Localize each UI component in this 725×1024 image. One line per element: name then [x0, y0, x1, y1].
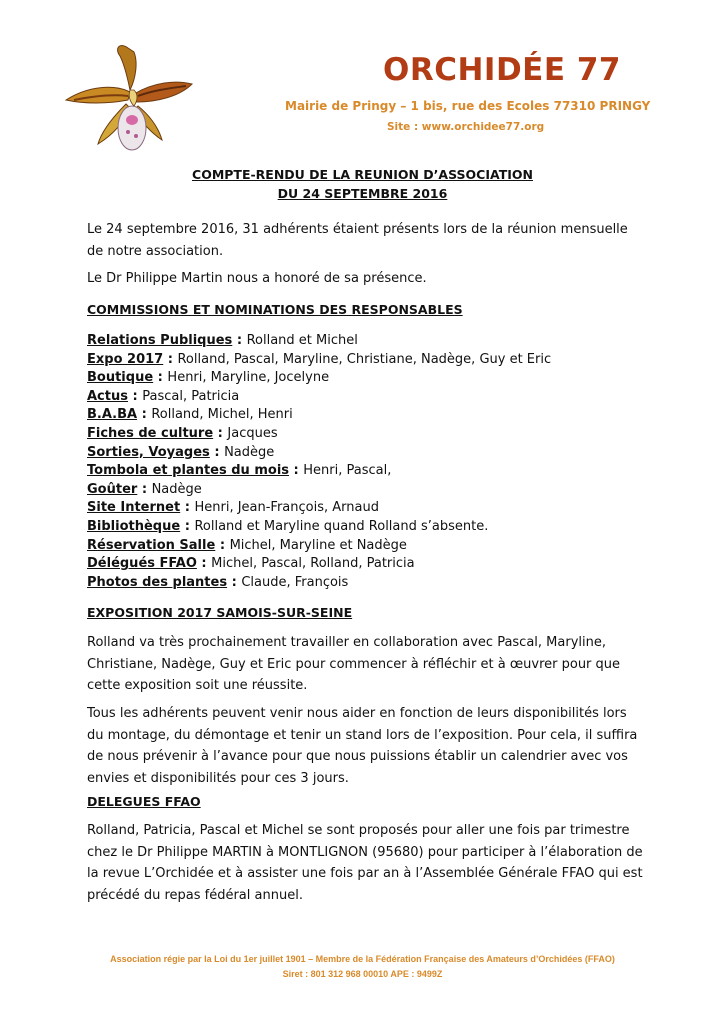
colon-separator: : [209, 444, 225, 460]
commission-members: Jacques [227, 425, 278, 441]
colon-separator: : [153, 370, 168, 386]
commission-name: Actus [87, 388, 128, 404]
colon-separator: : [137, 481, 152, 497]
colon-separator: : [289, 463, 304, 479]
colon-separator: : [180, 518, 195, 534]
orchid-logo-icon [58, 40, 196, 158]
commission-row [87, 388, 551, 407]
commission-row [87, 518, 551, 537]
commission-name: Relations Publiques [87, 333, 233, 348]
commission-row [87, 555, 551, 574]
colon-separator: : [180, 500, 195, 516]
delegues-heading: DELEGUES FFAO [87, 794, 201, 809]
commission-members: Henri, Jean-François, Arnaud [194, 500, 379, 516]
commission-members: Rolland et Michel [246, 333, 358, 348]
commission-name: Fiches de culture [87, 425, 214, 441]
colon-separator: : [137, 407, 152, 423]
commission-name: B.A.BA [87, 407, 138, 423]
commission-name: Sorties, Voyages [87, 444, 210, 460]
commission-row [87, 425, 551, 444]
brand-name: ORCHIDÉE 77 [383, 52, 621, 88]
colon-separator: : [227, 574, 242, 590]
commission-name: Photos des plantes [87, 574, 228, 590]
footer-legal: Association régie par la Loi du 1er juillet 1901 – Membre de la Fédération Française des Amateurs d’Orchidées (FFAO) [110, 954, 615, 964]
intro-paragraph: Le 24 septembre 2016, 31 adhérents étaient présents lors de la réunion mensuelle de notre association. [87, 222, 628, 259]
commission-row [87, 537, 551, 556]
commission-row [87, 351, 551, 370]
commission-members: Michel, Maryline et Nadège [229, 537, 407, 553]
commission-members: Michel, Pascal, Rolland, Patricia [211, 556, 415, 572]
commission-name: Boutique [87, 370, 154, 386]
document-title: COMPTE-RENDU DE LA REUNION D’ASSOCIATION [192, 167, 533, 182]
colon-separator: : [163, 351, 178, 367]
commissions-heading: COMMISSIONS ET NOMINATIONS DES RESPONSABLES [87, 302, 463, 317]
commission-row [87, 499, 551, 518]
header-address: Mairie de Pringy – 1 bis, rue des Ecoles 77310 PRINGY [285, 99, 651, 113]
commission-name: Goûter [87, 481, 138, 497]
commission-members: Nadège [224, 444, 275, 460]
commission-name: Site Internet [87, 500, 181, 516]
commission-row [87, 444, 551, 463]
commission-row [87, 406, 551, 425]
commission-row [87, 574, 551, 593]
colon-separator: : [232, 333, 247, 348]
commission-members: Rolland et Maryline quand Rolland s’absente. [194, 518, 489, 534]
commissions-list [87, 332, 551, 592]
header-site: Site : www.orchidee77.org [387, 121, 545, 133]
colon-separator: : [213, 425, 228, 441]
document-subtitle: DU 24 SEPTEMBRE 2016 [277, 186, 448, 201]
commission-members: Pascal, Patricia [142, 388, 240, 404]
delegues-paragraph: Rolland, Patricia, Pascal et Michel se sont proposés pour aller une fois par trimestre chez le Dr Philippe MARTIN à MONTLIGNON (95680) pour participer à l’élaboration de la revue L’Orchidée et à assister une fois par an à l’Assemblée Générale FFAO qui est précédé du repas fédéral annuel. [87, 823, 643, 903]
footer-siret: Siret : 801 312 968 00010 APE : 9499Z [282, 969, 443, 979]
exposition-paragraph-2: Tous les adhérents peuvent venir nous aider en fonction de leurs disponibilités lors du montage, du démontage et tenir un stand lors de l’exposition. Pour cela, il suffira de nous prévenir à l’avance pour que nous puissions établir un calendrier avec vos envies et disponibilités pour ces 3 jours. [87, 706, 638, 786]
exposition-heading: EXPOSITION 2017 SAMOIS-SUR-SEINE [87, 605, 353, 620]
commission-members: Rolland, Michel, Henri [151, 407, 293, 423]
commission-members: Rolland, Pascal, Maryline, Christiane, Nadège, Guy et Eric [177, 351, 552, 367]
commission-name: Réservation Salle [87, 537, 216, 553]
commission-row [87, 369, 551, 388]
exposition-paragraph-1: Rolland va très prochainement travailler en collaboration avec Pascal, Maryline, Christiane, Nadège, Guy et Eric pour commencer à réfléchir et à œuvrer pour que cette exposition soit une réussite. [87, 635, 621, 693]
commission-row [87, 481, 551, 500]
commission-row [87, 332, 551, 351]
commission-members: Henri, Maryline, Jocelyne [167, 370, 330, 386]
commission-members: Claude, François [241, 574, 349, 590]
commission-name: Tombola et plantes du mois [87, 463, 290, 479]
commission-row [87, 462, 551, 481]
commission-name: Expo 2017 [87, 351, 164, 367]
colon-separator: : [196, 556, 212, 572]
intro-presence: Le Dr Philippe Martin nous a honoré de sa présence. [87, 271, 427, 286]
commission-name: Délégués FFAO [87, 556, 197, 572]
commission-name: Bibliothèque [87, 518, 181, 534]
colon-separator: : [127, 388, 143, 404]
colon-separator: : [215, 537, 230, 553]
commission-members: Henri, Pascal, [303, 463, 392, 479]
commission-members: Nadège [151, 481, 202, 497]
